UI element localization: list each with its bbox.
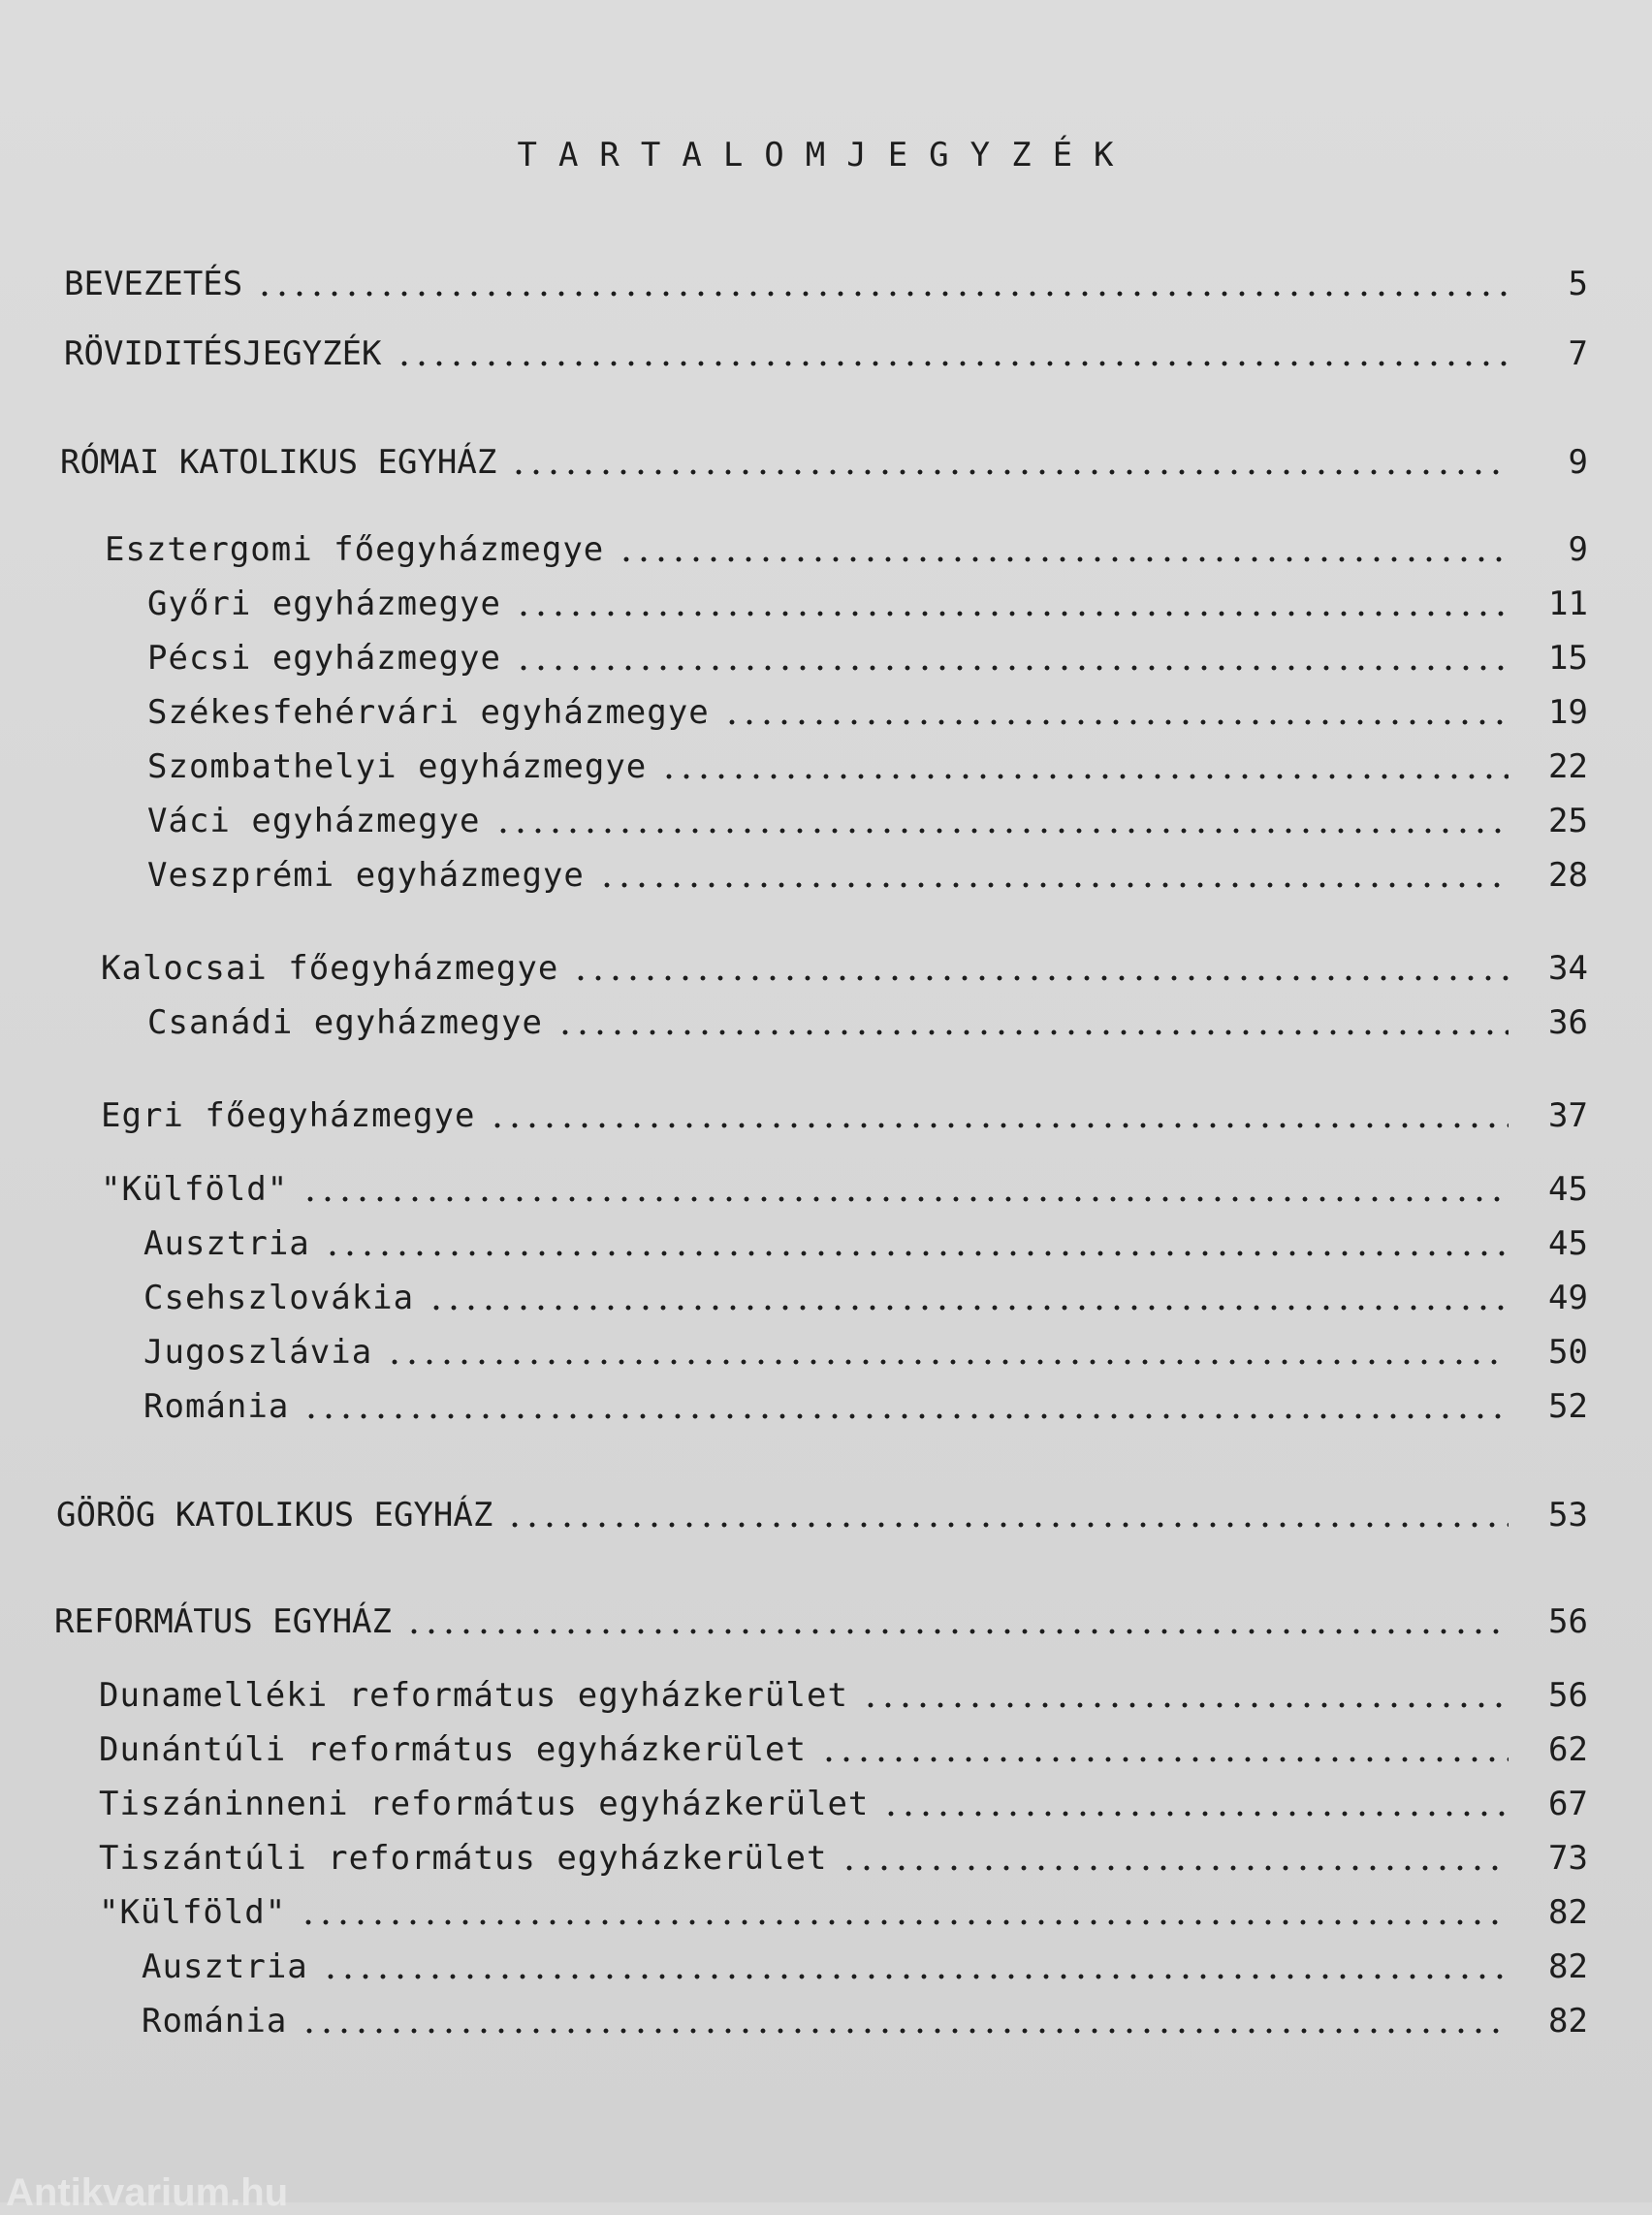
dot-leader	[882, 1811, 1509, 1817]
toc-entry-label: "Külföld"	[99, 1893, 287, 1932]
toc-entry-szombathelyi	[147, 743, 1588, 791]
toc-entry-ausztria	[143, 1219, 1588, 1268]
toc-entry-label: Egri főegyházmegye	[101, 1096, 476, 1135]
dot-leader	[396, 361, 1509, 366]
dot-leader	[515, 665, 1509, 671]
toc-page-number: 56	[1548, 1602, 1588, 1641]
toc-page-number: 5	[1568, 265, 1588, 303]
dot-leader	[322, 1974, 1509, 1979]
toc-page-number: 11	[1548, 585, 1588, 623]
toc-entry-label: Románia	[142, 2002, 288, 2041]
toc-page-number: 45	[1548, 1224, 1588, 1263]
dot-leader	[302, 1196, 1509, 1202]
toc-entry-romai-katolikus-egyhaz	[60, 438, 1588, 487]
toc-entry-label: Jugoszlávia	[143, 1333, 373, 1372]
toc-entry-gyori	[147, 580, 1588, 628]
toc-page-number: 37	[1548, 1096, 1588, 1135]
dot-leader	[820, 1756, 1509, 1762]
toc-page-number: 67	[1548, 1785, 1588, 1823]
toc-entry-label: RÖVIDITÉSJEGYZÉK	[64, 334, 382, 373]
toc-page-number: 50	[1548, 1333, 1588, 1372]
dot-leader	[324, 1250, 1509, 1256]
toc-entry-pecsi	[147, 634, 1588, 682]
toc-entry-vaci	[147, 797, 1588, 845]
toc-page-number: 9	[1568, 443, 1588, 482]
toc-page-number: 49	[1548, 1279, 1588, 1317]
toc-page-number: 25	[1548, 802, 1588, 840]
dot-leader	[862, 1702, 1509, 1708]
toc-page-number: 7	[1568, 334, 1588, 373]
toc-page-number: 52	[1548, 1387, 1588, 1426]
toc-entry-label: "Külföld"	[101, 1170, 289, 1209]
dot-leader	[723, 719, 1509, 725]
dot-leader	[515, 611, 1509, 617]
dot-leader	[256, 291, 1509, 297]
toc-page-number: 36	[1548, 1003, 1588, 1042]
toc-entry-label: Csanádi egyházmegye	[147, 1003, 543, 1042]
dot-leader	[428, 1305, 1509, 1311]
toc-entry-kulfold	[101, 1165, 1588, 1214]
dot-leader	[386, 1359, 1509, 1365]
toc-page-number: 82	[1548, 1893, 1588, 1932]
toc-page-number: 56	[1548, 1676, 1588, 1715]
toc-entry-csanadi	[147, 998, 1588, 1047]
toc-entry-label: Ausztria	[142, 1947, 308, 1986]
toc-entry-tiszantuli	[99, 1834, 1588, 1883]
toc-page-number: 9	[1568, 530, 1588, 569]
toc-entry-label: Pécsi egyházmegye	[147, 639, 501, 678]
toc-entry-ausztria-reformatus	[142, 1943, 1588, 1991]
toc-page-number: 34	[1548, 949, 1588, 988]
toc-page-number: 53	[1548, 1496, 1588, 1535]
toc-entry-label: Ausztria	[143, 1224, 310, 1263]
toc-entry-reformatus-egyhaz	[54, 1598, 1588, 1646]
toc-entry-label: Veszprémi egyházmegye	[147, 856, 585, 895]
dot-leader	[494, 828, 1509, 834]
toc-entry-dunantuli	[99, 1725, 1588, 1774]
toc-entry-gorog-katolikus-egyhaz	[56, 1491, 1588, 1539]
toc-entry-roviditesjegyzek	[64, 330, 1588, 378]
dot-leader	[489, 1123, 1509, 1128]
dot-leader	[301, 2028, 1509, 2034]
toc-entry-jugoszlavia	[143, 1328, 1588, 1376]
toc-page-number: 73	[1548, 1839, 1588, 1878]
toc-entry-label: Dunántúli református egyházkerület	[99, 1730, 807, 1769]
toc-entry-label: Románia	[143, 1387, 290, 1426]
toc-entry-label: Székesfehérvári egyházmegye	[147, 693, 710, 732]
toc-entry-veszpremi	[147, 851, 1588, 900]
toc-page-number: 22	[1548, 747, 1588, 786]
dot-leader	[302, 1413, 1509, 1419]
dot-leader	[598, 882, 1509, 888]
toc-page-number: 28	[1548, 856, 1588, 895]
dot-leader	[405, 1629, 1509, 1634]
toc-page-number: 45	[1548, 1170, 1588, 1209]
dot-leader	[660, 774, 1509, 779]
toc-entry-label: GÖRÖG KATOLIKUS EGYHÁZ	[56, 1496, 493, 1535]
dot-leader	[510, 469, 1509, 475]
toc-page-number: 62	[1548, 1730, 1588, 1769]
dot-leader	[506, 1522, 1509, 1528]
toc-entry-egri	[101, 1092, 1588, 1140]
toc-entry-label: Szombathelyi egyházmegye	[147, 747, 648, 786]
toc-entry-romania	[143, 1382, 1588, 1431]
toc-entry-label: Győri egyházmegye	[147, 585, 501, 623]
toc-entry-dunamelleki	[99, 1671, 1588, 1720]
toc-entry-tiszaninneni	[99, 1780, 1588, 1828]
toc-entry-romania-reformatus	[142, 1997, 1588, 2045]
toc-entry-szekesfehervari	[147, 688, 1588, 737]
toc-page-number: 82	[1548, 1947, 1588, 1986]
toc-entry-label: Kalocsai főegyházmegye	[101, 949, 559, 988]
dot-leader	[556, 1029, 1509, 1035]
dot-leader	[572, 975, 1509, 981]
toc-entry-label: RÓMAI KATOLIKUS EGYHÁZ	[60, 443, 497, 482]
toc-entry-label: BEVEZETÉS	[64, 265, 243, 303]
toc-page-number: 19	[1548, 693, 1588, 732]
toc-entry-label: Tiszántúli református egyházkerület	[99, 1839, 828, 1878]
page-title: TARTALOMJEGYZÉK	[517, 136, 1135, 174]
dot-leader	[841, 1865, 1509, 1871]
toc-entry-kalocsai	[101, 944, 1588, 993]
watermark: Antikvarium.hu	[6, 2171, 289, 2214]
toc-entry-label: REFORMÁTUS EGYHÁZ	[54, 1602, 392, 1641]
toc-entry-label: Váci egyházmegye	[147, 802, 481, 840]
toc-entry-label: Csehszlovákia	[143, 1279, 415, 1317]
toc-page-number: 82	[1548, 2002, 1588, 2041]
toc-entry-kulfold-reformatus	[99, 1888, 1588, 1937]
toc-entry-label: Dunamelléki református egyházkerület	[99, 1676, 848, 1715]
dot-leader	[300, 1919, 1509, 1925]
toc-entry-label: Tiszáninneni református egyházkerület	[99, 1785, 870, 1823]
toc-entry-label: Esztergomi főegyházmegye	[105, 530, 605, 569]
toc-entry-bevezetes	[64, 260, 1588, 308]
toc-page-number: 15	[1548, 639, 1588, 678]
toc-entry-esztergomi	[105, 525, 1588, 574]
toc-entry-csehszlovakia	[143, 1274, 1588, 1322]
dot-leader	[618, 556, 1509, 562]
